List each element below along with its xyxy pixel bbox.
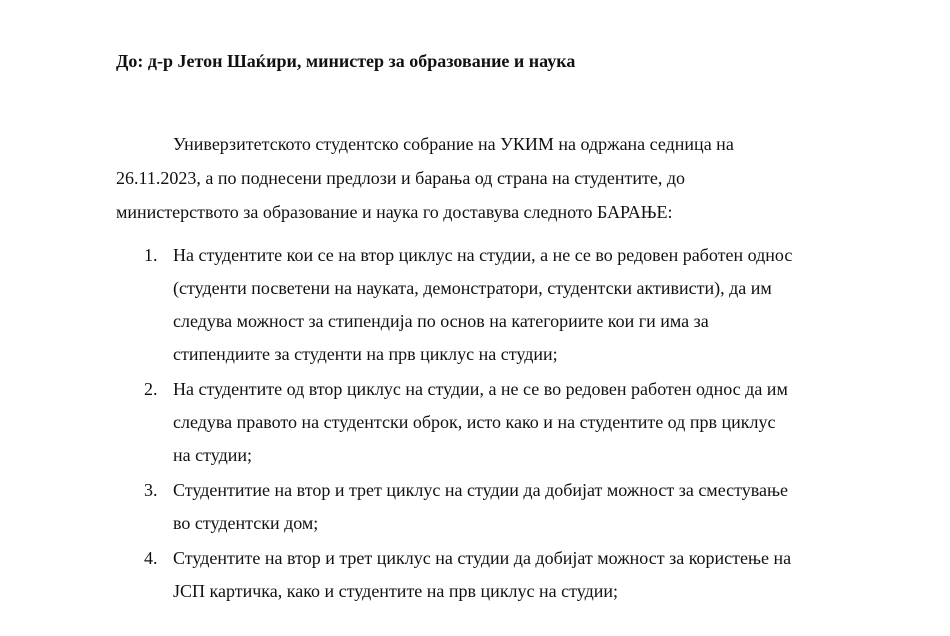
list-item-number: 3. xyxy=(144,480,158,500)
list-item-number: 2. xyxy=(144,379,158,399)
intro-line: Универзитетското студентско собрание на УКИМ на одржана седница на xyxy=(173,134,734,154)
list-item-line: Студентитие на втор и трет циклус на студии да добијат можност за сместување xyxy=(173,480,789,500)
list-item xyxy=(0,373,950,472)
addressee-heading: До: д-р Јетон Шаќири, министер за образование и наука xyxy=(116,51,576,71)
intro-paragraph xyxy=(116,127,836,229)
list-item-line: следува можност за стипендија по основ на категориите кои ги има за xyxy=(173,311,709,331)
intro-line: 26.11.2023, а по поднесени предлози и барања од страна на студентите, до xyxy=(116,168,686,188)
list-item-line: стипендиите за студенти на прв циклус на студии; xyxy=(173,344,558,364)
list-item-line: На студентите од втор циклус на студии, а не се во редовен работен однос да им xyxy=(173,379,788,399)
list-item-line: во студентски дом; xyxy=(173,513,319,533)
list-item xyxy=(0,542,950,608)
list-item xyxy=(0,474,950,540)
list-item-text xyxy=(173,373,950,472)
list-item xyxy=(0,239,950,371)
list-item-line: (студенти посветени на науката, демонстратори, студентски активисти), да им xyxy=(173,278,772,298)
request-list xyxy=(0,239,950,610)
list-item-text xyxy=(173,542,950,608)
list-item-line: Студентите на втор и трет циклус на студии да добијат можност за користење на xyxy=(173,548,792,568)
intro-line: министерството за образование и наука го доставува следното БАРАЊЕ: xyxy=(116,202,673,222)
list-item-number: 4. xyxy=(144,548,158,568)
list-item-number: 1. xyxy=(144,245,158,265)
list-item-line: следува правото на студентски оброк, исто како и на студентите од прв циклус xyxy=(173,412,776,432)
list-item-line: На студентите кои се на втор циклус на студии, а не се во редовен работен однос xyxy=(173,245,793,265)
list-item-text xyxy=(173,474,950,540)
list-item-line: ЈСП картичка, како и студентите на прв циклус на студии; xyxy=(173,581,619,601)
list-item-text xyxy=(173,239,950,371)
list-item-line: на студии; xyxy=(173,445,253,465)
